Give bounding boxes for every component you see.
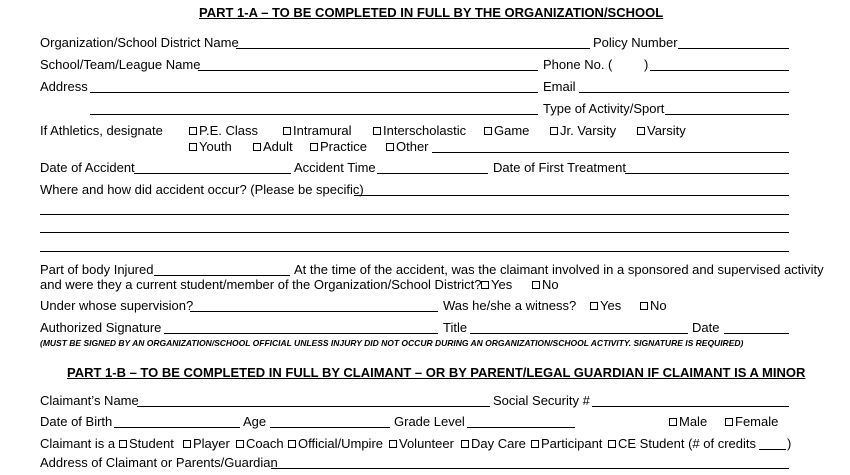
game-option[interactable] (484, 123, 529, 138)
claimant-is-label: Claimant is a (40, 436, 116, 451)
checkbox-icon[interactable] (189, 143, 197, 151)
date-label: Date (692, 320, 720, 335)
checkbox-icon[interactable] (725, 418, 733, 426)
supervision-field[interactable] (190, 311, 438, 312)
adult-option[interactable] (253, 139, 293, 154)
adult-label: Adult (263, 139, 293, 154)
other-option[interactable] (386, 139, 429, 154)
player-option[interactable] (183, 436, 230, 451)
ce-student-option[interactable] (608, 436, 756, 451)
dob-label: Date of Birth (40, 414, 113, 429)
claimant-address-label: Address of Claimant or Parents/Guardian (40, 455, 278, 470)
phone-label: Phone No. ( (543, 57, 613, 72)
phone-field[interactable] (650, 70, 789, 71)
student-option[interactable] (119, 436, 174, 451)
no-label: No (542, 277, 559, 292)
varsity-label: Varsity (647, 123, 686, 138)
no-option[interactable] (532, 277, 559, 292)
grade-label: Grade Level (394, 414, 465, 429)
where-how-line-2[interactable] (40, 214, 789, 215)
title-label: Title (443, 320, 468, 335)
part-a-title: PART 1-A – TO BE COMPLETED IN FULL BY THE ORGANIZATION/SCHOOL (199, 5, 664, 20)
where-how-line-3[interactable] (40, 232, 789, 233)
school-team-label: School/Team/League Name (40, 57, 201, 72)
checkbox-icon[interactable] (119, 440, 127, 448)
coach-option[interactable] (236, 436, 284, 451)
checkbox-icon[interactable] (669, 418, 677, 426)
age-field[interactable] (270, 427, 390, 428)
ssn-field[interactable] (592, 406, 789, 407)
checkbox-icon[interactable] (484, 127, 492, 135)
male-label: Male (679, 414, 708, 429)
claimant-address-field[interactable] (271, 468, 789, 469)
where-how-label: Where and how did accident occur? (Please be specific) (40, 182, 364, 197)
interscholastic-label: Interscholastic (383, 123, 467, 138)
intramural-option[interactable] (283, 123, 352, 138)
date-accident-label: Date of Accident (40, 160, 135, 175)
male-option[interactable] (669, 414, 707, 429)
checkbox-icon[interactable] (550, 127, 558, 135)
athletics-label: If Athletics, designate (40, 123, 163, 138)
checkbox-icon[interactable] (183, 440, 191, 448)
date-field[interactable] (724, 333, 789, 334)
dob-field[interactable] (114, 427, 240, 428)
date-first-treatment-label: Date of First Treatment (493, 160, 626, 175)
participant-option[interactable] (531, 436, 602, 451)
witness-no-label: No (650, 298, 667, 313)
checkbox-icon[interactable] (189, 127, 197, 135)
address-label: Address (40, 79, 88, 94)
checkbox-icon[interactable] (236, 440, 244, 448)
part-b-title: PART 1-B – TO BE COMPLETED IN FULL BY CLAIMANT – OR BY PARENT/LEGAL GUARDIAN IF CLAIMANT IS A MINOR (67, 365, 806, 380)
checkbox-icon[interactable] (640, 302, 648, 310)
accident-time-label: Accident Time (294, 160, 376, 175)
yes-label: Yes (491, 277, 513, 292)
practice-option[interactable] (310, 139, 367, 154)
other-field[interactable] (432, 152, 789, 153)
participant-label: Participant (541, 436, 603, 451)
witness-yes-option[interactable] (590, 298, 621, 313)
checkbox-icon[interactable] (389, 440, 397, 448)
youth-label: Youth (199, 139, 232, 154)
checkbox-icon[interactable] (590, 302, 598, 310)
player-label: Player (193, 436, 230, 451)
jr-varsity-option[interactable] (550, 123, 616, 138)
part-body-field[interactable] (154, 275, 290, 276)
yes-option[interactable] (481, 277, 512, 292)
official-option[interactable] (288, 436, 383, 451)
checkbox-icon[interactable] (373, 127, 381, 135)
ssn-label: Social Security # (493, 393, 590, 408)
policy-number-field[interactable] (678, 48, 789, 49)
witness-yes-label: Yes (600, 298, 622, 313)
female-label: Female (735, 414, 779, 429)
practice-label: Practice (320, 139, 367, 154)
policy-number-label: Policy Number (593, 35, 678, 50)
checkbox-icon[interactable] (531, 440, 539, 448)
checkbox-icon[interactable] (288, 440, 296, 448)
checkbox-icon[interactable] (532, 281, 540, 289)
witness-no-option[interactable] (640, 298, 667, 313)
where-how-field[interactable] (354, 195, 789, 196)
school-team-field[interactable] (198, 70, 538, 71)
supervision-label: Under whose supervision? (40, 298, 194, 313)
title-field[interactable] (470, 333, 688, 334)
accident-time-field[interactable] (377, 173, 488, 174)
address-field[interactable] (90, 92, 538, 93)
checkbox-icon[interactable] (386, 143, 394, 151)
checkbox-icon[interactable] (461, 440, 469, 448)
checkbox-icon[interactable] (637, 127, 645, 135)
must-sign-note: (MUST BE SIGNED BY AN ORGANIZATION/SCHOOL OFFICIAL UNLESS INJURY DID NOT OCCUR DURING AN ORGANIZATION/SCHOOL ACTIVITY. SIGNATURE IS REQUIRED) (40, 338, 744, 348)
where-how-line-4[interactable] (40, 251, 789, 252)
date-accident-field[interactable] (134, 173, 291, 174)
checkbox-icon[interactable] (283, 127, 291, 135)
checkbox-icon[interactable] (253, 143, 261, 151)
current-student-question: and were they a current student/member of the Organization/School District? (40, 277, 482, 292)
date-first-treatment-field[interactable] (625, 173, 789, 174)
checkbox-icon[interactable] (608, 440, 616, 448)
official-label: Official/Umpire (298, 436, 384, 451)
interscholastic-option[interactable] (373, 123, 466, 138)
youth-option[interactable] (189, 139, 232, 154)
at-time-question: At the time of the accident, was the claimant involved in a sponsored and supervised activity (294, 262, 824, 277)
type-activity-field[interactable] (665, 114, 789, 115)
grade-field[interactable] (467, 427, 575, 428)
ce-credits-field[interactable] (759, 449, 786, 450)
coach-label: Coach (246, 436, 284, 451)
ce-student-label: CE Student (# of credits (618, 436, 757, 451)
checkbox-icon[interactable] (481, 281, 489, 289)
checkbox-icon[interactable] (310, 143, 318, 151)
part-body-label: Part of body Injured (40, 262, 154, 277)
female-option[interactable] (725, 414, 778, 429)
daycare-option[interactable] (461, 436, 526, 451)
email-label: Email (543, 79, 576, 94)
org-name-field[interactable] (236, 48, 590, 49)
address-field-line-2[interactable] (90, 114, 538, 115)
student-label: Student (129, 436, 174, 451)
signature-field[interactable] (164, 333, 438, 334)
witness-label: Was he/she a witness? (443, 298, 577, 313)
jr-varsity-label: Jr. Varsity (560, 123, 617, 138)
age-label: Age (243, 414, 267, 429)
ce-close-paren: ) (787, 436, 792, 451)
varsity-option[interactable] (637, 123, 686, 138)
claimant-name-field[interactable] (137, 406, 490, 407)
intramural-label: Intramural (293, 123, 352, 138)
claimant-name-label: Claimant’s Name (40, 393, 139, 408)
pe-class-label: P.E. Class (199, 123, 259, 138)
email-field[interactable] (579, 92, 789, 93)
type-activity-label: Type of Activity/Sport (543, 101, 665, 116)
daycare-label: Day Care (471, 436, 526, 451)
org-name-label: Organization/School District Name (40, 35, 239, 50)
signature-label: Authorized Signature (40, 320, 162, 335)
volunteer-option[interactable] (389, 436, 454, 451)
phone-close-paren: ) (644, 57, 649, 72)
other-label: Other (396, 139, 429, 154)
pe-class-option[interactable] (189, 123, 258, 138)
game-label: Game (494, 123, 530, 138)
volunteer-label: Volunteer (399, 436, 454, 451)
